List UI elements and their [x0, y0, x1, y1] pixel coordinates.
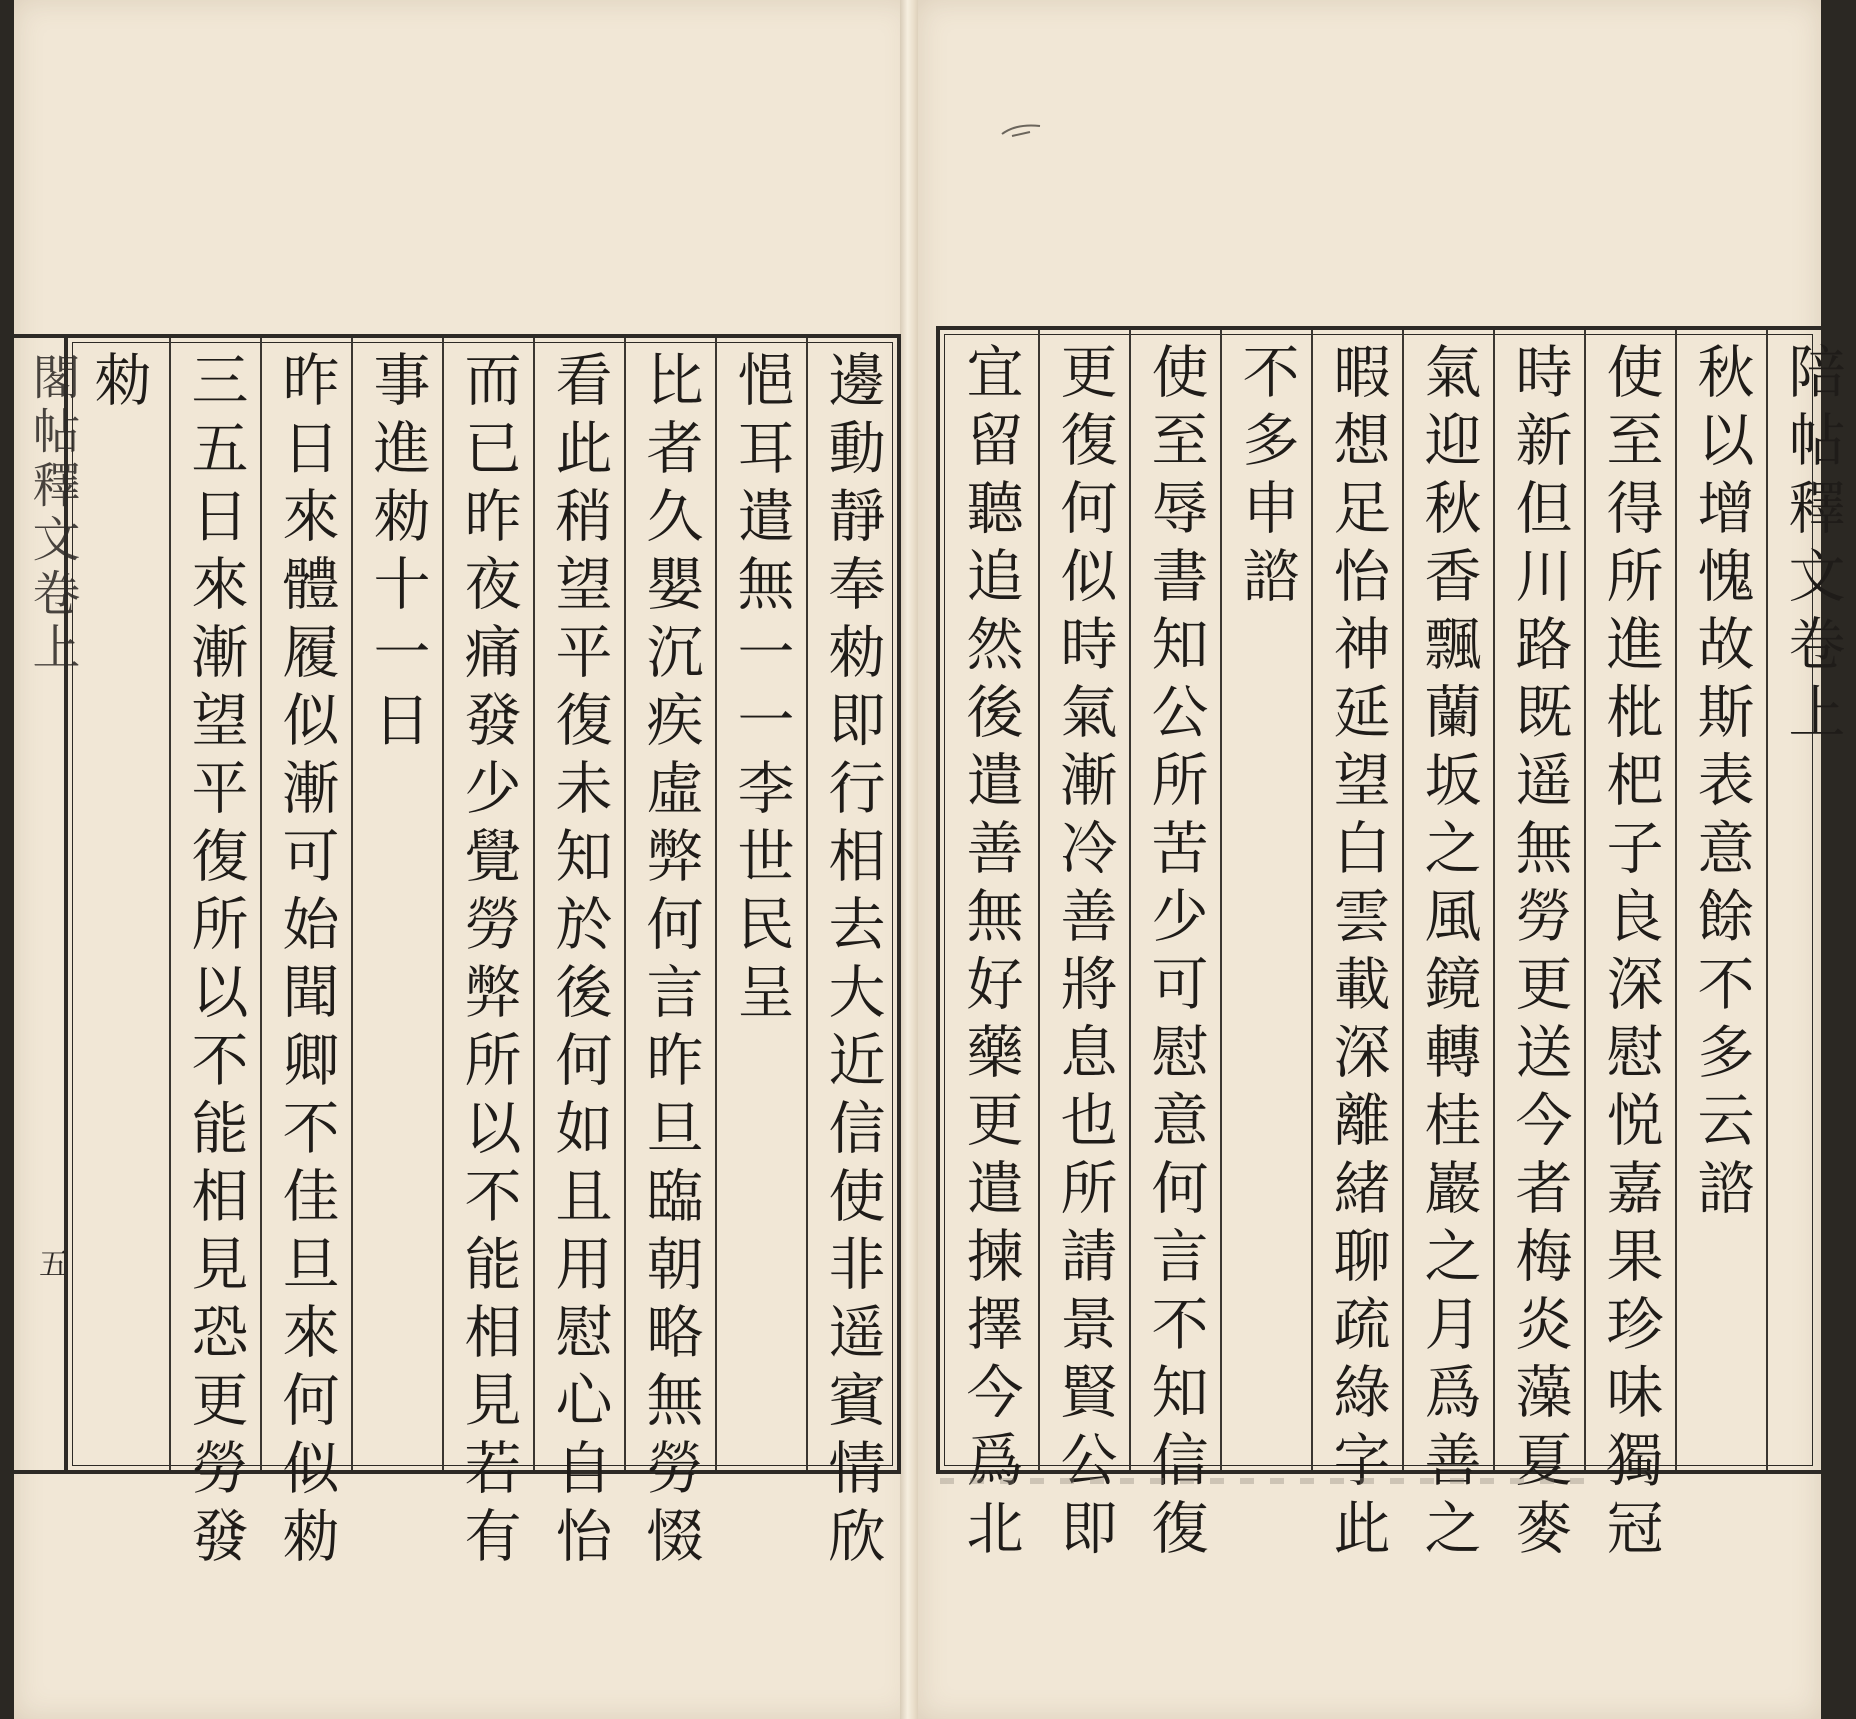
text-column: 不多申諮	[1220, 330, 1311, 1470]
text-column: 勑	[85, 350, 151, 418]
text-column: 更復何似時氣漸冷善將息也所請景賢公即	[1038, 330, 1129, 1470]
text-column: 三五日來漸望平復所以不能相見恐更勞發	[169, 338, 260, 1470]
text-column: 而已昨夜痛發少覺勞弊所以不能相見若有	[442, 338, 533, 1470]
text-column: 時新但川路既遥無勞更送今者梅炎藻夏麥	[1493, 330, 1584, 1470]
text-column: 看此稍望平復未知於後何如且用慰心自怡	[533, 338, 624, 1470]
text-column: 宜留聽追然後遣善無好藥更遣揀擇今爲北	[957, 342, 1023, 1566]
text-column: 悒耳遣無一一李世民呈	[715, 338, 806, 1470]
text-column: 邊動靜奉勑即行相去大近信使非遥賓情欣	[806, 338, 897, 1470]
page-number: 五	[33, 1248, 68, 1278]
margin-title: 閣帖釋文卷上	[24, 352, 80, 676]
bottom-ink-trace	[940, 1478, 1590, 1484]
text-column: 陪帖釋文卷上	[1766, 330, 1826, 1470]
text-column: 秋以增愧故斯表意餘不多云諮	[1675, 330, 1766, 1470]
left-margin-column	[14, 334, 80, 1474]
text-column: 昨日來體履似漸可始聞卿不佳旦來何似勑	[260, 338, 351, 1470]
text-column: 氣迎秋香飄蘭坂之風鏡轉桂巖之月爲善之	[1402, 330, 1493, 1470]
text-column: 暇想足怡神延望白雲載深離緒聊疏綠字此	[1311, 330, 1402, 1470]
right-text-frame	[936, 326, 1845, 1566]
text-column: 使至得所進枇杷子良深慰悦嘉果珍味獨冠	[1584, 330, 1675, 1470]
text-column: 使至辱書知公所苦少可慰意何言不知信復	[1129, 330, 1220, 1470]
text-column: 事進勑十一日	[351, 338, 442, 1470]
text-column: 比者久嬰沉疾虛弊何言昨旦臨朝略無勞惙	[624, 338, 715, 1470]
left-text-frame	[64, 334, 901, 1574]
ink-smudge-mark	[1000, 120, 1044, 142]
